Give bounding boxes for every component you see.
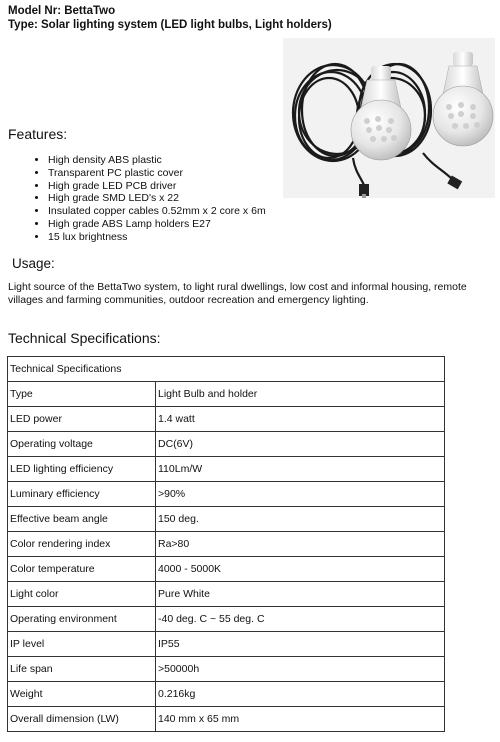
model-number: Model Nr: BettaTwo bbox=[8, 5, 116, 17]
spec-value: Pure White bbox=[156, 582, 445, 607]
spec-label: Color temperature bbox=[8, 557, 156, 582]
table-row bbox=[8, 407, 445, 432]
spec-label: Operating environment bbox=[8, 607, 156, 632]
table-row bbox=[8, 607, 445, 632]
table-row bbox=[8, 507, 445, 532]
list-item: • Insulated copper cables 0.52mm x 2 core x 6m bbox=[48, 205, 266, 218]
spec-label: Effective beam angle bbox=[8, 507, 156, 532]
spec-label: Life span bbox=[8, 657, 156, 682]
spec-label: Light color bbox=[8, 582, 156, 607]
spec-value: >50000h bbox=[156, 657, 445, 682]
spec-value: IP55 bbox=[156, 632, 445, 657]
table-title: Technical Specifications bbox=[8, 357, 445, 382]
led-bulb-pair-photo bbox=[283, 38, 495, 198]
spec-label: Type bbox=[8, 382, 156, 407]
list-item: • High density ABS plastic bbox=[48, 154, 266, 167]
list-item: • Transparent PC plastic cover bbox=[48, 167, 266, 180]
spec-value: 150 deg. bbox=[156, 507, 445, 532]
spec-value: 140 mm x 65 mm bbox=[156, 707, 445, 732]
spec-label: LED power bbox=[8, 407, 156, 432]
usage-heading: Usage: bbox=[12, 256, 55, 271]
spec-value: 1.4 watt bbox=[156, 407, 445, 432]
table-row bbox=[8, 707, 445, 732]
table-row bbox=[8, 682, 445, 707]
spec-value: 110Lm/W bbox=[156, 457, 445, 482]
table-row bbox=[8, 532, 445, 557]
spec-value: 4000 - 5000K bbox=[156, 557, 445, 582]
table-row bbox=[8, 582, 445, 607]
table-row bbox=[8, 632, 445, 657]
list-item: • 15 lux brightness bbox=[48, 231, 266, 244]
spec-label: Color rendering index bbox=[8, 532, 156, 557]
table-row bbox=[8, 657, 445, 682]
features-heading: Features: bbox=[8, 126, 68, 142]
spec-label: Luminary efficiency bbox=[8, 482, 156, 507]
spec-label: LED lighting efficiency bbox=[8, 457, 156, 482]
spec-value: >90% bbox=[156, 482, 445, 507]
table-row bbox=[8, 382, 445, 407]
table-row bbox=[8, 482, 445, 507]
spec-label: IP level bbox=[8, 632, 156, 657]
list-item: • High grade SMD LED's x 22 bbox=[48, 192, 266, 205]
table-row bbox=[8, 557, 445, 582]
spec-label: Overall dimension (LW) bbox=[8, 707, 156, 732]
spec-value: Ra>80 bbox=[156, 532, 445, 557]
spec-label: Operating voltage bbox=[8, 432, 156, 457]
spec-value: 0.216kg bbox=[156, 682, 445, 707]
tech-specs-heading: Technical Specifications: bbox=[8, 330, 161, 346]
tech-specs-table bbox=[7, 356, 445, 732]
spec-value: -40 deg. C ~ 55 deg. C bbox=[156, 607, 445, 632]
usage-text: Light source of the BettaTwo system, to light rural dwellings, low cost and informal housing, remote villages and farming communities, outdoor recreation and emergency lighting. bbox=[8, 281, 467, 306]
features-list bbox=[0, 154, 266, 244]
list-item: • High grade ABS Lamp holders E27 bbox=[48, 218, 266, 231]
spec-label: Weight bbox=[8, 682, 156, 707]
table-row bbox=[8, 457, 445, 482]
table-row bbox=[8, 432, 445, 457]
product-type: Type: Solar lighting system (LED light bulbs, Light holders) bbox=[8, 19, 332, 31]
product-photo bbox=[283, 38, 495, 198]
list-item: • High grade LED PCB driver bbox=[48, 180, 266, 193]
spec-value: DC(6V) bbox=[156, 432, 445, 457]
spec-value: Light Bulb and holder bbox=[156, 382, 445, 407]
table-header-row bbox=[8, 357, 445, 382]
